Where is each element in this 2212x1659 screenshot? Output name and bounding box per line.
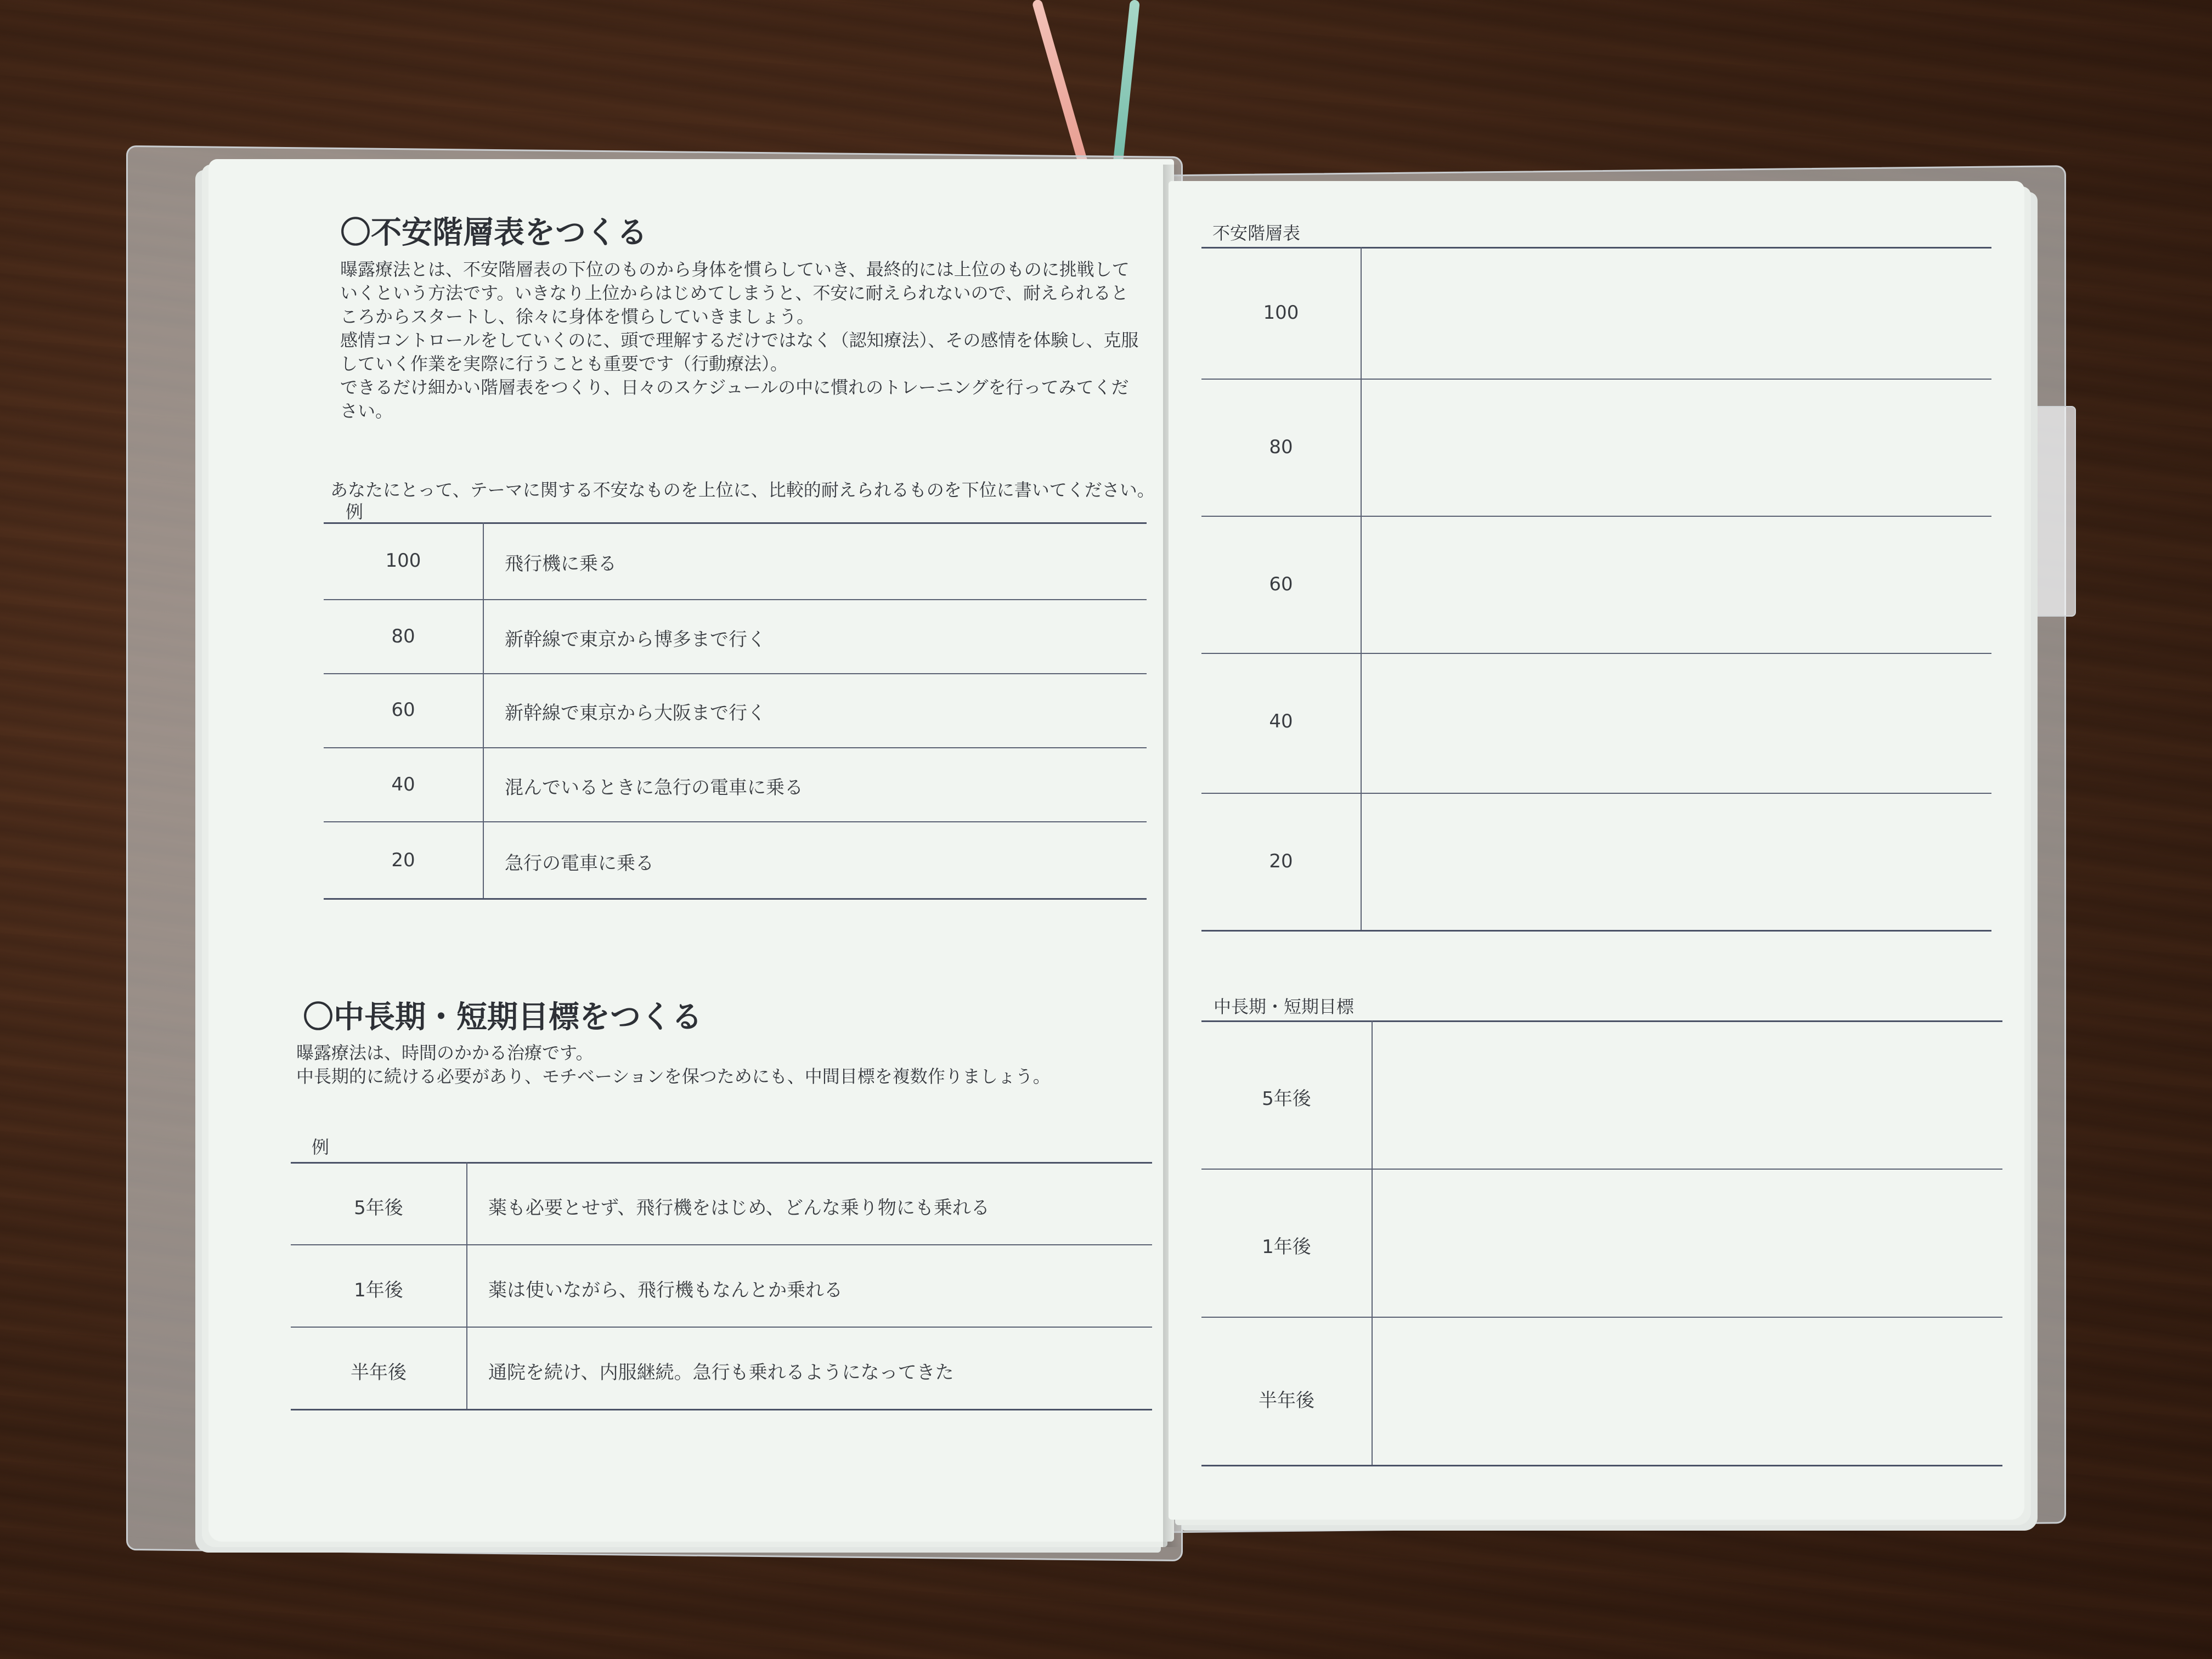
table-level: 80 [1269, 436, 1293, 458]
table-rule [291, 1409, 1152, 1410]
table-rule [1201, 516, 1991, 517]
intro-line: していく作業を実際に行うことも重要です（行動療法）。 [340, 353, 788, 374]
bookmark-ribbon-teal [1111, 0, 1140, 180]
table-title-anxiety: 不安階層表 [1212, 223, 1301, 244]
table-cell: 通院を続け、内服継続。急行も乗れるようになってきた [488, 1362, 954, 1384]
intro-line: いくという方法です。いきなり上位からはじめてしまうと、不安に耐えられないので、耐えられると [340, 283, 1128, 303]
table-rule [1201, 653, 1991, 654]
anxiety-example-table [324, 522, 1147, 906]
table-cell: 新幹線で東京から博多まで行く [505, 629, 766, 651]
table-period: 5年後 [354, 1197, 403, 1219]
table-divider [1372, 1020, 1373, 1465]
table-rule [1201, 1465, 2002, 1466]
table-level: 80 [391, 625, 415, 647]
table-level: 40 [1269, 710, 1293, 732]
example-label: 例 [312, 1137, 330, 1158]
goal-line: 中長期的に続ける必要があり、モチベーションを保つためにも、中間目標を複数作りましょう。 [296, 1066, 1051, 1087]
table-cell: 新幹線で東京から大阪まで行く [505, 702, 766, 724]
table-rule [1201, 1317, 2002, 1318]
table-rule [1201, 793, 1991, 794]
table-level: 40 [391, 774, 415, 795]
table-period: 1年後 [1262, 1236, 1311, 1258]
table-rule [1201, 1169, 2002, 1170]
table-period: 5年後 [1262, 1088, 1311, 1110]
right-page [1169, 181, 2024, 1520]
anxiety-hierarchy-table [1201, 247, 1991, 944]
table-rule [324, 898, 1147, 900]
table-rule [1201, 247, 1991, 249]
table-level: 100 [1263, 302, 1299, 324]
left-page [208, 159, 1174, 1542]
table-level: 20 [391, 849, 415, 871]
goal-example-table [291, 1162, 1152, 1414]
table-rule [324, 599, 1147, 600]
table-rule [324, 821, 1147, 822]
table-rule [324, 673, 1147, 674]
table-period: 半年後 [351, 1362, 407, 1384]
goal-paragraph [296, 1041, 1147, 1088]
intro-line: できるだけ細かい階層表をつくり、日々のスケジュールの中に慣れのトレーニングを行ってみてくだ [340, 377, 1129, 398]
intro-line: 感情コントロールをしていくのに、頭で理解するだけではなく（認知療法）、その感情を体験し、克服 [340, 330, 1139, 351]
table-rule [291, 1162, 1152, 1164]
table-cell: 急行の電車に乗る [505, 853, 654, 874]
table-divider [1361, 247, 1362, 930]
intro-paragraph [340, 258, 1163, 423]
heading-goals: 〇中長期・短期目標をつくる [303, 1000, 702, 1035]
instruction-text: あなたにとって、テーマに関する不安なものを上位に、比較的耐えられるものを下位に書いてください。 [330, 479, 1155, 500]
table-cell: 薬は使いながら、飛行機もなんとか乗れる [488, 1279, 843, 1301]
table-divider [466, 1162, 467, 1409]
table-rule [291, 1244, 1152, 1245]
table-level: 100 [385, 550, 421, 572]
table-level: 60 [1269, 573, 1293, 595]
goal-line: 曝露療法は、時間のかかる治療です。 [296, 1042, 594, 1063]
example-label: 例 [346, 501, 364, 522]
table-rule [1201, 1020, 2002, 1022]
table-rule [324, 747, 1147, 748]
intro-line: さい。 [340, 400, 393, 421]
table-rule [291, 1327, 1152, 1328]
table-rule [1201, 930, 1991, 932]
table-rule [324, 522, 1147, 524]
bookmark-ribbon-pink [1031, 0, 1091, 176]
table-title-goals: 中長期・短期目標 [1214, 996, 1355, 1017]
intro-line: 曝露療法とは、不安階層表の下位のものから身体を慣らしていき、最終的には上位のものに挑戦して [340, 259, 1130, 280]
goals-table [1201, 1020, 2002, 1476]
table-divider [483, 522, 484, 898]
intro-line: ころからスタートし、徐々に身体を慣らしていきましょう。 [340, 306, 815, 327]
table-cell: 飛行機に乗る [505, 553, 617, 575]
table-cell: 薬も必要とせず、飛行機をはじめ、どんな乗り物にも乗れる [488, 1197, 990, 1219]
table-rule [1201, 379, 1991, 380]
heading-anxiety-hierarchy: 〇不安階層表をつくる [340, 215, 647, 251]
table-level: 20 [1269, 850, 1293, 872]
table-period: 1年後 [354, 1279, 403, 1301]
table-period: 半年後 [1259, 1390, 1314, 1412]
table-cell: 混んでいるときに急行の電車に乗る [505, 777, 803, 799]
table-level: 60 [391, 699, 415, 721]
